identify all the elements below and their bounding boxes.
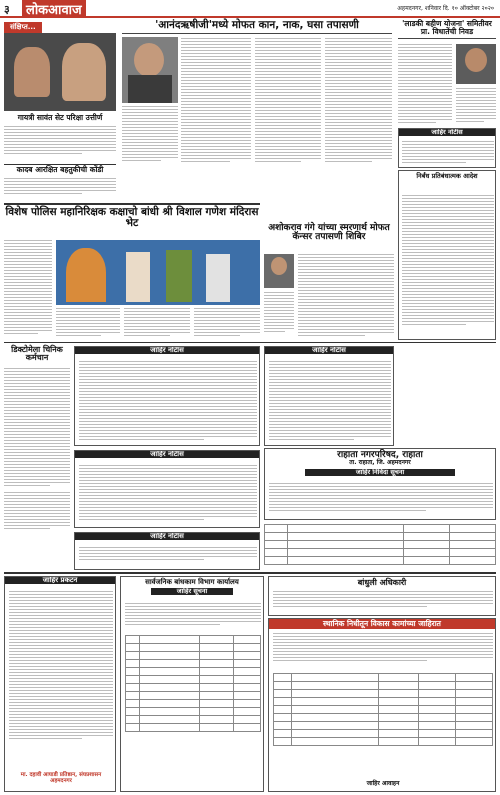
nirbandh-title: निर्बंध प्रतिबंधात्मक आदेश [416,172,478,180]
notice-box-2 [74,346,260,446]
appeal-title: जाहिर आवाहन [366,779,400,787]
nirbandh-notice [398,170,496,340]
bottom-org: मा. दहावी आघाडी प्रतिष्ठान, संघप्रशासन अहमदनगर [20,772,102,785]
logo: लोकआवाज [22,0,86,18]
main-body-col2 [255,38,321,164]
pwd-box [120,576,264,792]
kadam-headline: कादब आरक्षित बहतुकीची कोंडी [16,165,104,174]
rahata-title: राहाता नगरपरिषद, राहाता [337,450,423,460]
ashok-headline: अशोकराव गंगे यांच्या स्मरणार्थ मोफत कॅन्सर तपासणी शिबिर [268,223,390,243]
main-headline: 'आनंदऋषीजी'मध्ये मोफत कान, नाक, घसा तपासणी [122,20,392,34]
advert-title: जाहिर प्रकटन [5,577,115,584]
main-photo [122,37,178,103]
advert-box [4,576,116,792]
ashok-body [298,254,394,338]
police-body-3 [124,308,190,338]
rahata-table [264,524,496,565]
notice-5-title: जाहिर नोटीस [75,533,259,540]
ladki-body [398,44,452,126]
main-body-col0 [122,106,178,164]
lalbag-title: बांधुली अधिकारी [357,578,407,587]
ashok-photo [264,254,294,288]
police-headline: विशेष पोलिस महानिरिक्षक कक्षाचो बांधी श्री विशाल गणेश मंदिरास भेट [5,206,259,230]
gaytri-headline: गायत्री सावंत सेट परिक्षा उत्तीर्ण [17,113,103,122]
rahata-tender: जाहिर निविदा सूचना [305,469,455,476]
main-body-col3 [325,38,392,164]
police-body-1 [4,240,52,338]
notice-3-title: जाहिर नोटीस [265,347,393,354]
lalbag-box [268,576,496,616]
ladki-body-2 [456,88,496,126]
rahata-notice [264,448,496,520]
date-line: अहमदनगर, शनिवार दि. १० ऑक्टोबर २०२० [397,5,494,12]
local-bodies-title: स्थानिक निधीतून विकास कामांच्या जाहिरात [269,619,495,629]
notice-box-4 [74,450,260,528]
notice-2-title: जाहिर नोटीस [75,347,259,354]
police-body-2 [56,308,120,338]
dictate-headline: डिक्टोमेला चिनिक कर्मचान [11,345,63,363]
main-body-col1 [181,38,251,164]
ladki-notice [398,128,496,168]
dictate-body [4,368,70,488]
ladki-headline: 'लाडकी बहीण योजना' समितीवर प्रा. विधातेंची निवड [398,20,496,39]
pwd-title: सार्वजनिक बांधकाम विभाग कार्यालय [145,578,239,586]
water-notice-title: जाहिर सूचना [151,588,233,595]
brief-label: संक्षिप्त... [4,22,42,33]
notice-box-5 [74,532,260,570]
dictate-body-2 [4,492,70,532]
police-body-4 [194,308,260,338]
page-number: ३ [4,3,10,16]
ashok-body-2 [264,292,294,338]
rahata-sub: ता. राहाता, जि. अहमदनगर [349,459,411,467]
police-photo [56,240,260,305]
masthead [0,0,500,18]
ladki-photo [456,44,496,84]
ladki-notice-title: जाहिर नोटीस [399,129,495,136]
gaytri-body [4,126,116,162]
notice-box-3 [264,346,394,446]
local-bodies-box [268,618,496,792]
notice-4-title: जाहिर नोटीस [75,451,259,458]
kadam-body [4,178,116,200]
gaytri-photo [4,33,116,111]
